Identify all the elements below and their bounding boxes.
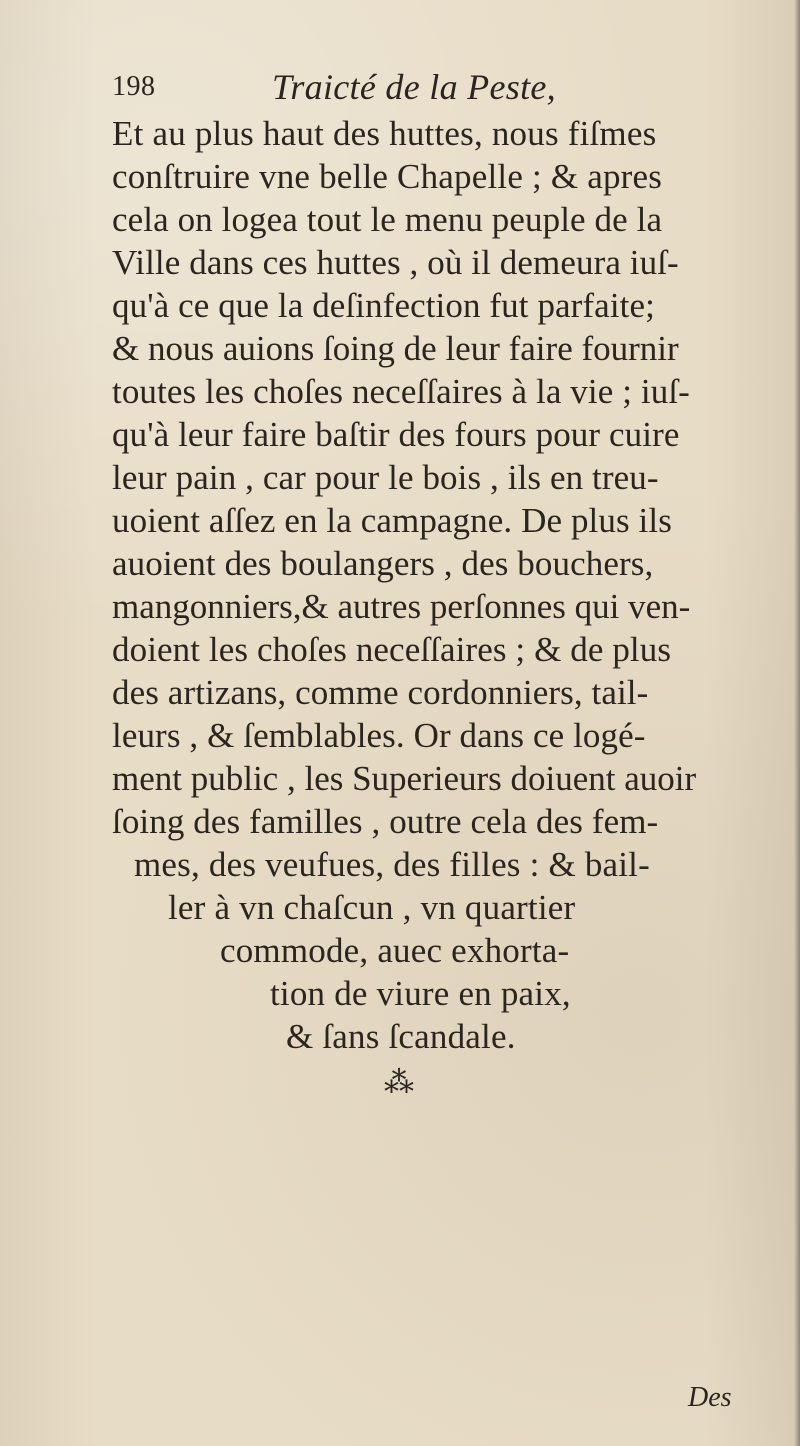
- text-line-13: doient les choſes neceſſaires ; & de plus: [112, 630, 672, 669]
- text-line-19: ler à vn chaſcun , vn quartier: [168, 888, 576, 927]
- page-number: 198: [112, 71, 156, 102]
- end-ornament: ⁂: [384, 1066, 416, 1099]
- text-line-16: ment public , les Superieurs doiuent auoir: [112, 759, 697, 798]
- text-line-6: & nous auions ſoing de leur faire fournir: [112, 329, 679, 368]
- text-line-15: leurs , & ſemblables. Or dans ce logé-: [112, 716, 646, 755]
- text-line-8: qu'à leur faire baſtir des fours pour cuire: [112, 415, 680, 454]
- text-line-7: toutes les choſes neceſſaires à la vie ; iuſ-: [112, 372, 690, 411]
- text-line-11: auoient des boulangers , des bouchers,: [112, 544, 654, 583]
- text-line-17: ſoing des familles , outre cela des fem-: [112, 802, 659, 841]
- text-line-4: Ville dans ces huttes , où il demeura iuſ-: [112, 243, 679, 282]
- text-line-1: Et au plus haut des huttes, nous fiſmes: [112, 114, 657, 153]
- page-edge-shadow: [794, 0, 800, 1446]
- text-line-22: & ſans ſcandale.: [286, 1017, 516, 1056]
- text-line-5: qu'à ce que la deſinfection fut parfaite;: [112, 286, 655, 325]
- main-text: [112, 112, 752, 1058]
- text-line-21: tion de viure en paix,: [270, 974, 571, 1013]
- text-line-10: uoient aſſez en la campagne. De plus ils: [112, 501, 672, 540]
- text-line-14: des artizans, comme cordonniers, tail-: [112, 673, 649, 712]
- text-line-2: conſtruire vne belle Chapelle ; & apres: [112, 157, 663, 196]
- text-line-3: cela on logea tout le menu peuple de la: [112, 200, 663, 239]
- running-title: Traicté de la Peste,: [272, 67, 556, 107]
- text-line-9: leur pain , car pour le bois , ils en treu-: [112, 458, 659, 497]
- text-line-18: mes, des veufues, des filles : & bail-: [134, 845, 650, 884]
- text-line-12: mangonniers,& autres perſonnes qui ven-: [112, 587, 691, 626]
- catchword: Des: [688, 1382, 732, 1413]
- text-line-20: commode, auec exhorta-: [220, 931, 570, 970]
- page-header: [112, 66, 632, 116]
